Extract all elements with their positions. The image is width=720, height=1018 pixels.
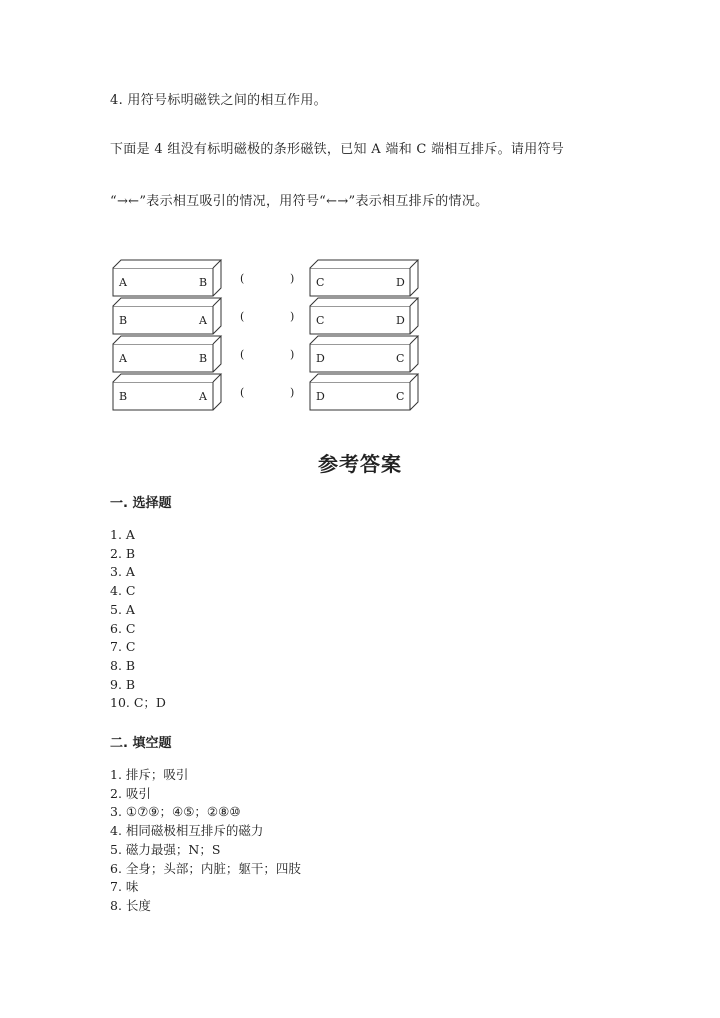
right-magnet-end-2: D xyxy=(396,314,405,327)
answer-item: 3. A xyxy=(110,564,135,580)
paren-close: ) xyxy=(290,272,295,285)
magnet-row-2 xyxy=(113,298,418,334)
answer-item: 1. 排斥；吸引 xyxy=(110,767,189,782)
paren-open: ( xyxy=(240,386,245,399)
question-line-1: 下面是 4 组没有标明磁极的条形磁铁，已知 A 端和 C 端相互排斥。请用符号 xyxy=(110,142,565,157)
paren-open: ( xyxy=(240,272,245,285)
answer-item: 4. C xyxy=(110,583,136,599)
right-magnet-end-1: D xyxy=(316,352,325,365)
answer-item: 2. B xyxy=(110,545,136,561)
answer-item: 5. 磁力最强；N；S xyxy=(110,841,221,857)
paren-close: ) xyxy=(290,310,295,323)
answer-item: 8. B xyxy=(110,657,136,673)
answer-item: 4. 相同磁极相互排斥的磁力 xyxy=(110,823,264,839)
paren-close: ) xyxy=(290,348,295,361)
question-title: 4. 用符号标明磁铁之间的相互作用。 xyxy=(110,93,327,108)
answer-item: 7. 味 xyxy=(110,879,139,895)
answer-item: 1. A xyxy=(110,527,135,542)
section-1-title: 一. 选择题 xyxy=(110,496,172,511)
magnet-row-1 xyxy=(113,260,418,296)
section-2-title: 二. 填空题 xyxy=(110,736,172,751)
left-magnet-end-2: B xyxy=(199,276,208,289)
magnet-diagram xyxy=(105,250,435,415)
left-magnet-end-1: A xyxy=(119,276,127,289)
right-magnet-end-2: C xyxy=(396,390,405,403)
answer-item: 7. C xyxy=(110,639,136,655)
answer-item: 5. A xyxy=(110,601,135,617)
right-magnet-end-1: D xyxy=(316,390,325,403)
right-magnet-end-1: C xyxy=(316,314,325,327)
left-magnet-end-2: B xyxy=(199,352,208,365)
left-magnet-end-2: A xyxy=(199,390,207,403)
question-line-2: “→←”表示相互吸引的情况，用符号“←→”表示相互排斥的情况。 xyxy=(110,194,489,209)
magnet-row-4 xyxy=(113,374,418,410)
right-magnet-end-2: D xyxy=(396,276,405,289)
left-magnet-end-1: B xyxy=(119,314,128,327)
paren-open: ( xyxy=(240,310,245,323)
paren-close: ) xyxy=(290,386,295,399)
answer-item: 8. 长度 xyxy=(110,897,151,913)
answer-item: 6. C xyxy=(110,620,136,636)
right-magnet-end-2: C xyxy=(396,352,405,365)
answer-item: 10. C；D xyxy=(110,695,166,711)
left-magnet-end-1: B xyxy=(119,390,128,403)
right-magnet-end-1: C xyxy=(316,276,325,289)
section-1-answers xyxy=(110,526,166,713)
answer-item: 3. ①⑦⑨；④⑤；②⑧⑩ xyxy=(110,804,241,820)
answer-item: 2. 吸引 xyxy=(110,785,151,801)
section-2-answers xyxy=(110,766,301,916)
paren-open: ( xyxy=(240,348,245,361)
magnet-row-3 xyxy=(113,336,418,372)
left-magnet-end-1: A xyxy=(119,352,127,365)
left-magnet-end-2: A xyxy=(199,314,207,327)
answer-title: 参考答案 xyxy=(318,452,402,476)
answer-item: 6. 全身；头部；内脏；躯干；四肢 xyxy=(110,860,301,876)
answer-item: 9. B xyxy=(110,676,136,692)
